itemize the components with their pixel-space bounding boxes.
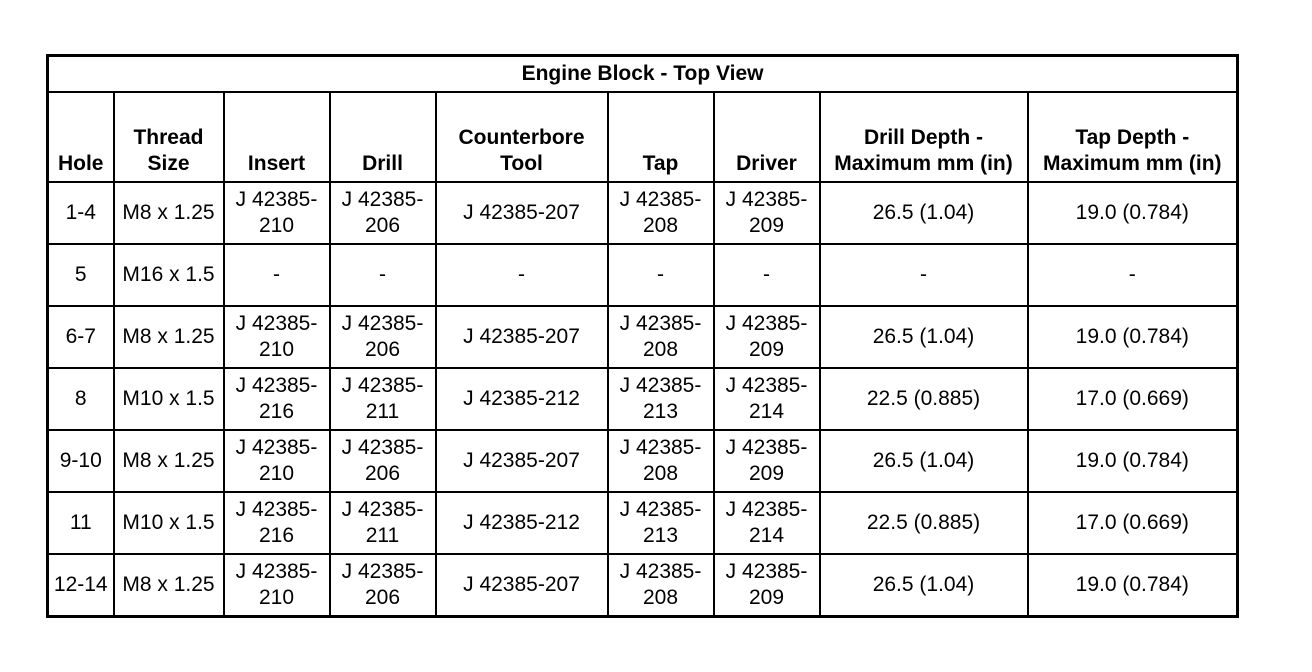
table-title-row [48,56,1238,93]
table-header-row [48,92,1238,182]
cell-tap: J 42385-208 [608,306,714,368]
cell-tap-depth: - [1028,244,1238,306]
cell-hole: 11 [48,492,114,554]
cell-driver: J 42385-209 [714,306,820,368]
table-row [48,554,1238,617]
cell-drill-depth: 26.5 (1.04) [820,182,1028,244]
cell-tap-depth: 19.0 (0.784) [1028,554,1238,617]
header-driver: Driver [714,92,820,182]
cell-counterbore-tool: - [436,244,608,306]
table-row [48,492,1238,554]
cell-driver: J 42385-209 [714,182,820,244]
cell-drill: J 42385-211 [330,492,436,554]
header-tap-depth: Tap Depth - Maximum mm (in) [1028,92,1238,182]
cell-thread-size: M8 x 1.25 [114,182,224,244]
cell-thread-size: M10 x 1.5 [114,368,224,430]
cell-insert: - [224,244,330,306]
cell-tap-depth: 17.0 (0.669) [1028,492,1238,554]
header-insert: Insert [224,92,330,182]
cell-tap: J 42385-208 [608,554,714,617]
cell-drill-depth: 22.5 (0.885) [820,492,1028,554]
cell-drill: J 42385-211 [330,368,436,430]
cell-tap-depth: 19.0 (0.784) [1028,306,1238,368]
header-hole: Hole [48,92,114,182]
cell-insert: J 42385-216 [224,492,330,554]
cell-hole: 5 [48,244,114,306]
table-row [48,306,1238,368]
cell-driver: - [714,244,820,306]
cell-insert: J 42385-216 [224,368,330,430]
cell-tap: J 42385-208 [608,430,714,492]
cell-drill: J 42385-206 [330,554,436,617]
cell-drill-depth: 26.5 (1.04) [820,306,1028,368]
cell-insert: J 42385-210 [224,554,330,617]
cell-counterbore-tool: J 42385-207 [436,306,608,368]
cell-driver: J 42385-209 [714,430,820,492]
cell-drill-depth: 26.5 (1.04) [820,430,1028,492]
cell-insert: J 42385-210 [224,306,330,368]
cell-hole: 6-7 [48,306,114,368]
cell-hole: 9-10 [48,430,114,492]
cell-counterbore-tool: J 42385-212 [436,368,608,430]
cell-hole: 1-4 [48,182,114,244]
table-row [48,430,1238,492]
cell-thread-size: M8 x 1.25 [114,430,224,492]
cell-driver: J 42385-214 [714,368,820,430]
cell-tap-depth: 17.0 (0.669) [1028,368,1238,430]
header-counterbore-tool: Counterbore Tool [436,92,608,182]
cell-tap: J 42385-208 [608,182,714,244]
cell-counterbore-tool: J 42385-212 [436,492,608,554]
cell-tap: - [608,244,714,306]
cell-insert: J 42385-210 [224,430,330,492]
table-title: Engine Block - Top View [48,56,1238,93]
engine-block-spec-table [46,54,1239,618]
table-row [48,244,1238,306]
cell-hole: 8 [48,368,114,430]
cell-drill-depth: - [820,244,1028,306]
cell-drill-depth: 22.5 (0.885) [820,368,1028,430]
cell-counterbore-tool: J 42385-207 [436,554,608,617]
cell-drill: J 42385-206 [330,430,436,492]
cell-thread-size: M8 x 1.25 [114,306,224,368]
cell-thread-size: M8 x 1.25 [114,554,224,617]
header-drill-depth: Drill Depth - Maximum mm (in) [820,92,1028,182]
header-tap: Tap [608,92,714,182]
cell-driver: J 42385-214 [714,492,820,554]
cell-counterbore-tool: J 42385-207 [436,430,608,492]
cell-counterbore-tool: J 42385-207 [436,182,608,244]
cell-drill: - [330,244,436,306]
header-drill: Drill [330,92,436,182]
cell-tap: J 42385-213 [608,368,714,430]
cell-hole: 12-14 [48,554,114,617]
table-row [48,182,1238,244]
cell-thread-size: M16 x 1.5 [114,244,224,306]
cell-thread-size: M10 x 1.5 [114,492,224,554]
cell-drill-depth: 26.5 (1.04) [820,554,1028,617]
header-thread-size: Thread Size [114,92,224,182]
cell-drill: J 42385-206 [330,182,436,244]
cell-tap: J 42385-213 [608,492,714,554]
cell-drill: J 42385-206 [330,306,436,368]
table-row [48,368,1238,430]
cell-insert: J 42385-210 [224,182,330,244]
cell-driver: J 42385-209 [714,554,820,617]
cell-tap-depth: 19.0 (0.784) [1028,182,1238,244]
cell-tap-depth: 19.0 (0.784) [1028,430,1238,492]
